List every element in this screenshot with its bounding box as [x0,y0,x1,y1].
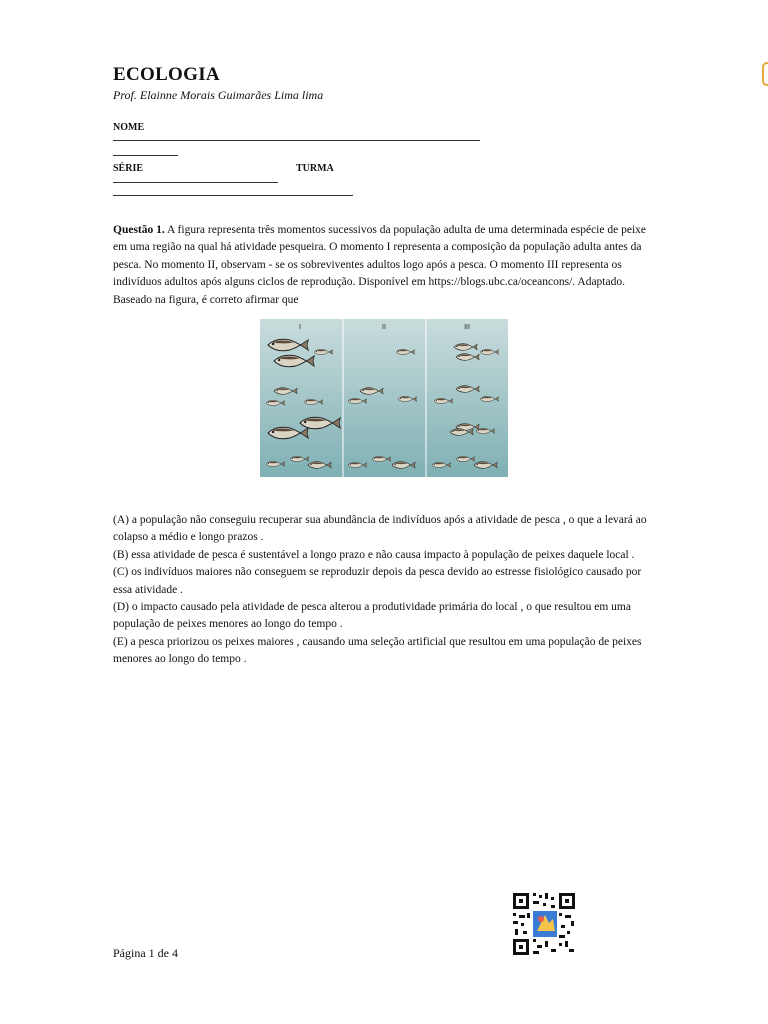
answer-options [113,512,658,669]
page-number: Página 1 de 4 [113,946,178,960]
serie-line[interactable] [113,182,278,183]
qr-code-svg [511,891,577,957]
serie-label: SÉRIE [113,163,144,174]
fish-population-figure [260,319,508,477]
answer-option-b: (B) essa atividade de pesca é sustentável a longo prazo e não causa impacto à população de peixes daquele local . [113,548,635,561]
answer-option-e: (E) a pesca priorizou os peixes maiores , causando uma seleção artificial que resultou em uma população de peixes menores ao longo do tempo . [113,635,642,666]
teacher-name: Prof. Elainne Morais Guimarães Lima lima [113,88,324,102]
turma-line[interactable] [113,195,353,196]
nome-line-continued[interactable] [113,155,178,156]
page-edge-tab[interactable] [762,62,768,86]
document-title: ECOLOGIA [113,64,220,85]
answer-option-c: (C) os indivíduos maiores não conseguem se reproduzir depois da pesca devido ao estresse fisiológico causado por essa atividade . [113,566,642,596]
answer-option-a: (A) a população não conseguiu recuperar sua abundância de indivíduos após a atividade de pesca , o que a levará ao colapso a médio e longo prazos . [113,514,647,544]
question-text: A figura representa três momentos sucessivos da população adulta de uma determinada espécie de peixe em uma região na qual há atividade pesqueira. O momento I representa a composição da população adulta antes da pesca. No momento II, observam - se os sobreviventes adultos logo após a pesca. O momento III representa os indivíduos adultos após alguns ciclos de reprodução. Disponível em https://blogs.ubc.ca/oceancons/. Adaptado. Baseado na figura, é correto afirmar que [113,224,646,306]
nome-line[interactable] [113,140,480,141]
panel-label-i: I [299,324,301,331]
answer-option-d: (D) o impacto causado pela atividade de pesca alterou a produtividade primária do local , o que resultou em uma população de peixes menores ao longo do tempo . [113,601,631,631]
panel-label-iii: III [464,324,470,331]
question-number: Questão 1. [113,224,165,236]
nome-label: NOME [113,122,145,133]
turma-label: TURMA [296,163,334,174]
question-1 [113,222,655,309]
panel-label-ii: II [382,324,386,331]
fish-figure-svg [260,319,508,477]
qr-code-icon [511,891,577,957]
